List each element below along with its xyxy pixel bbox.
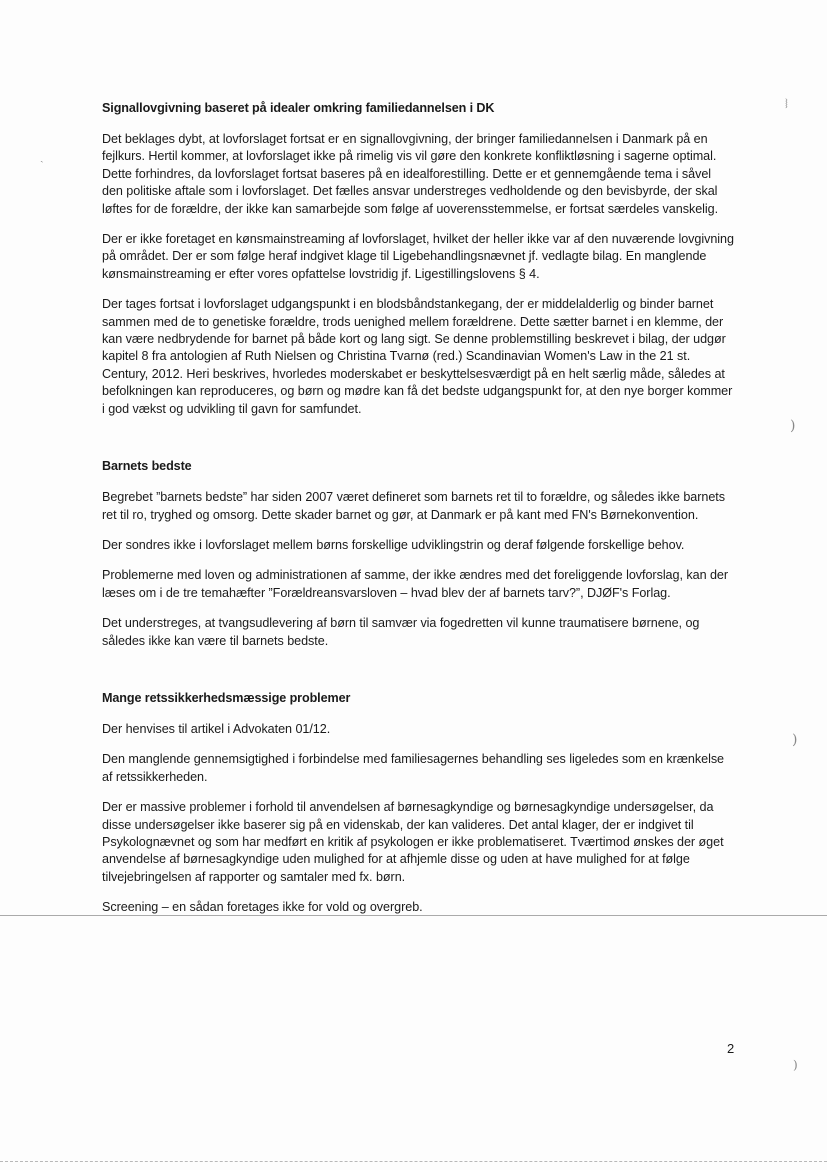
section-heading-signallovgivning: Signallovgivning baseret på idealer omkring familiedannelsen i DK xyxy=(102,101,495,115)
paragraph: Screening – en sådan foretages ikke for vold og overgreb. xyxy=(102,900,423,915)
paragraph: Begrebet ”barnets bedste” har siden 2007 været defineret som barnets ret til to forældre, og således ikke barnets ret til ro, tryghed og omsorg. Dette skader barnet og gør, at Danmark er på kant med FN's Børnekonvention. xyxy=(102,490,725,522)
scan-artifact-mark: ) xyxy=(790,418,796,434)
scan-artifact-mark: ⧘ xyxy=(785,96,788,112)
scan-artifact-line xyxy=(0,1161,827,1162)
scan-artifact-mark: ) xyxy=(792,732,798,748)
section-heading-barnets-bedste: Barnets bedste xyxy=(102,459,192,474)
section-heading-retssikkerhed: Mange retssikkerhedsmæssige problemer xyxy=(102,690,351,705)
paragraph: Det understreges, at tvangsudlevering af børn til samvær via fogedretten vil kunne traumatisere børnene, og således ikke kan være til barnets bedste. xyxy=(102,616,700,648)
paragraph: Den manglende gennemsigtighed i forbindelse med familiesagernes behandling ses ligeledes som en krænkelse af retssikkerheden. xyxy=(102,752,725,784)
paragraph: Der henvises til artikel i Advokaten 01/12. xyxy=(102,721,331,736)
document-body xyxy=(102,100,734,930)
paragraph: Problemerne med loven og administrationen af samme, der ikke ændres med det foreliggende lovforslag, kan der læses om i de tre temahæfter ”Forældreansvarsloven – hvad blev der af barnets tarv?”, DJØF's Forlag. xyxy=(102,568,729,600)
scan-artifact-mark: ) xyxy=(793,1058,798,1072)
page-number: 2 xyxy=(727,1041,735,1056)
paragraph: Der er ikke foretaget en kønsmainstreaming af lovforslaget, hvilket der heller ikke var af den nuværende lovgivning på området. Der er som følge heraf indgivet klage til Ligebehandlingsnævnet jf. vedlagte bilag. En manglende kønsmainstreaming er efter vores opfattelse lovstridig jf. Ligestillingslovens § 4. xyxy=(102,232,734,281)
scan-artifact-line xyxy=(0,915,827,916)
scan-artifact-mark: ˎ xyxy=(40,150,44,163)
paragraph: Der sondres ikke i lovforslaget mellem børns forskellige udviklingstrin og deraf følgende forskellige behov. xyxy=(102,537,685,552)
paragraph: Det beklages dybt, at lovforslaget fortsat er en signallovgivning, der bringer familiedannelsen i Danmark på en fejlkurs. Hertil kommer, at lovforslaget ikke på rimelig vis vil gøre den konkrete konfliktløsning i sagerne optimal. Dette forhindres, da lovforslaget fortsat baseres på en idealforestilling. Dette er et gennemgående tema i såvel den politiske aftale som i lovforslaget. Det fælles ansvar understreges vedholdende og den bevisbyrde, der skal løftes for de forældre, der ikke kan samarbejde som følge af uoverensstemmelse, er fortsat særdeles vanskelig. xyxy=(102,132,719,216)
paragraph: Der er massive problemer i forhold til anvendelsen af børnesagkyndige og børnesagkyndige undersøgelser, da disse undersøgelser ikke baserer sig på en videnskab, der kan valideres. Det antal klager, der er indgivet til Psykolognævnet og som har medført en kritik af psykologen er ikke problematiseret. Tværtimod ønskes der øget anvendelse af børnesagkyndige uden mulighed for at afhjemle disse og uden at have mulighed for at følge tilvejebringelsen af rapporter og samtaler med fx. børn. xyxy=(102,800,724,884)
paragraph: Der tages fortsat i lovforslaget udgangspunkt i en blodsbåndstankegang, der er middelalderlig og binder barnet sammen med de to genetiske forældre, trods uenighed mellem forældrene. Dette sætter barnet i en klemme, der kan være nedbrydende for barnet på både kort og lang sigt. Se denne problemstilling beskrevet i bilag, der udgør kapitel 8 fra antologien af Ruth Nielsen og Christina Tvarnø (red.) Scandinavian Women's Law in the 21 st. Century, 2012. Heri beskrives, hvorledes moderskabet er beskyttelsesværdigt på en helt særlig måde, således at befolkningen kan reproduceres, og børn og mødre kan få det bedste udgangspunkt for, at den nye borger kommer i god vækst og udvikling til gavn for samfundet. xyxy=(102,297,733,416)
